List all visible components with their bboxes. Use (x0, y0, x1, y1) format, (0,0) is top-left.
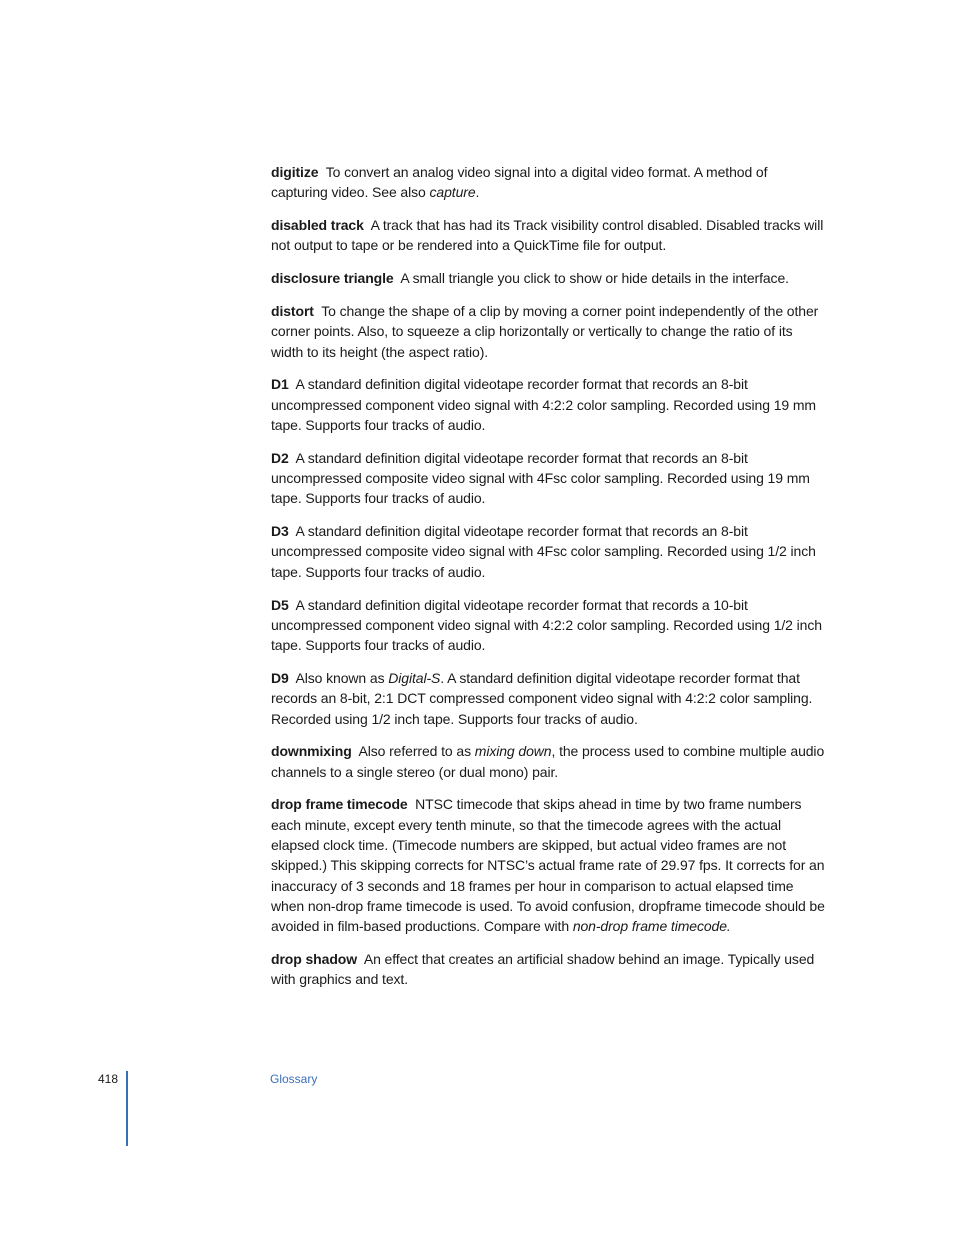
glossary-definition: Also known as (295, 669, 389, 686)
glossary-entry (271, 374, 827, 435)
glossary-entry (271, 448, 827, 509)
glossary-term: D2 (271, 449, 289, 466)
glossary-term: D5 (271, 596, 289, 613)
glossary-entry (271, 794, 827, 936)
glossary-definition: A standard definition digital videotape recorder format that records a 10-bit uncompressed component video signal with 4:2:2 color sampling. Recorded using 1/2 inch tape. Supports four tracks of audio. (271, 596, 822, 654)
glossary-definition: , the process used to combine multiple audio channels to a single stereo (or dual mono) pair. (271, 743, 825, 780)
glossary-entry (271, 268, 827, 288)
glossary-term: disclosure triangle (271, 270, 394, 287)
section-title: Glossary (270, 1072, 318, 1086)
glossary-entry (271, 741, 827, 782)
footer-divider (126, 1071, 128, 1146)
glossary-term: drop frame timecode (271, 796, 408, 813)
glossary-definition: NTSC timecode that skips ahead in time by two frame numbers each minute, except every tenth minute, so that the timecode agrees with the actual elapsed clock time. (Timecode numbers are skipped, but actual video frames are not skipped.) This skipping corrects for NTSC’s actual frame rate of 29.97 fps. It corrects for an inaccuracy of 3 seconds and 18 frames per hour in comparison to actual elapsed time when non-drop frame timecode is used. To avoid confusion, dropframe timecode should be avoided in film-based productions. Compare with (271, 796, 825, 935)
glossary-crossref: mixing down (474, 743, 552, 760)
glossary-term: downmixing (271, 743, 352, 760)
glossary-crossref: capture (429, 184, 476, 201)
glossary-term: D1 (271, 376, 289, 393)
glossary-definition: Also referred to as (358, 743, 475, 760)
glossary-body (271, 162, 827, 1002)
glossary-definition: A standard definition digital videotape recorder format that records an 8-bit uncompressed composite video signal with 4Fsc color sampling. Recorded using 19 mm tape. Supports four tracks of audio. (271, 449, 810, 507)
glossary-entry (271, 949, 827, 990)
glossary-term: disabled track (271, 217, 364, 234)
glossary-entry (271, 595, 827, 656)
glossary-definition: . (475, 184, 480, 201)
glossary-definition: To convert an analog video signal into a digital video format. A method of capturing video. See also (271, 164, 768, 201)
glossary-definition: To change the shape of a clip by moving a corner point independently of the other corner points. Also, to squeeze a clip horizontally or vertically to change the ratio of its width to its height (the aspect ratio). (271, 302, 819, 360)
glossary-definition: A standard definition digital videotape recorder format that records an 8-bit uncompressed composite video signal with 4Fsc color sampling. Recorded using 1/2 inch tape. Supports four tracks of audio. (271, 523, 816, 580)
glossary-entry (271, 301, 827, 362)
glossary-definition: . A standard definition digital videotape recorder format that records an 8-bit, 2:1 DCT compressed component video signal with 4:2:2 color sampling. Recorded using 1/2 inch tape. Supports four tracks of audio. (271, 669, 813, 727)
glossary-definition: A small triangle you click to show or hide details in the interface. (400, 270, 789, 287)
glossary-crossref: Digital-S (388, 669, 441, 686)
glossary-definition: A standard definition digital videotape recorder format that records an 8-bit uncompressed component video signal with 4:2:2 color sampling. Recorded using 19 mm tape. Supports four tracks of audio. (271, 376, 816, 433)
glossary-entry (271, 162, 827, 203)
glossary-term: digitize (271, 164, 319, 180)
glossary-term: distort (271, 302, 314, 319)
glossary-entry (271, 521, 827, 582)
glossary-term: drop shadow (271, 951, 358, 967)
glossary-definition: An effect that creates an artificial shadow behind an image. Typically used with graphics and text. (271, 951, 815, 988)
glossary-entry (271, 215, 827, 256)
glossary-entry (271, 668, 827, 729)
glossary-term: D3 (271, 523, 289, 540)
glossary-definition: A track that has had its Track visibility control disabled. Disabled tracks will not output to tape or be rendered into a QuickTime file for output. (271, 217, 824, 254)
glossary-term: D9 (271, 669, 289, 686)
page-number: 418 (98, 1072, 119, 1086)
glossary-crossref: non-drop frame timecode. (572, 918, 731, 935)
